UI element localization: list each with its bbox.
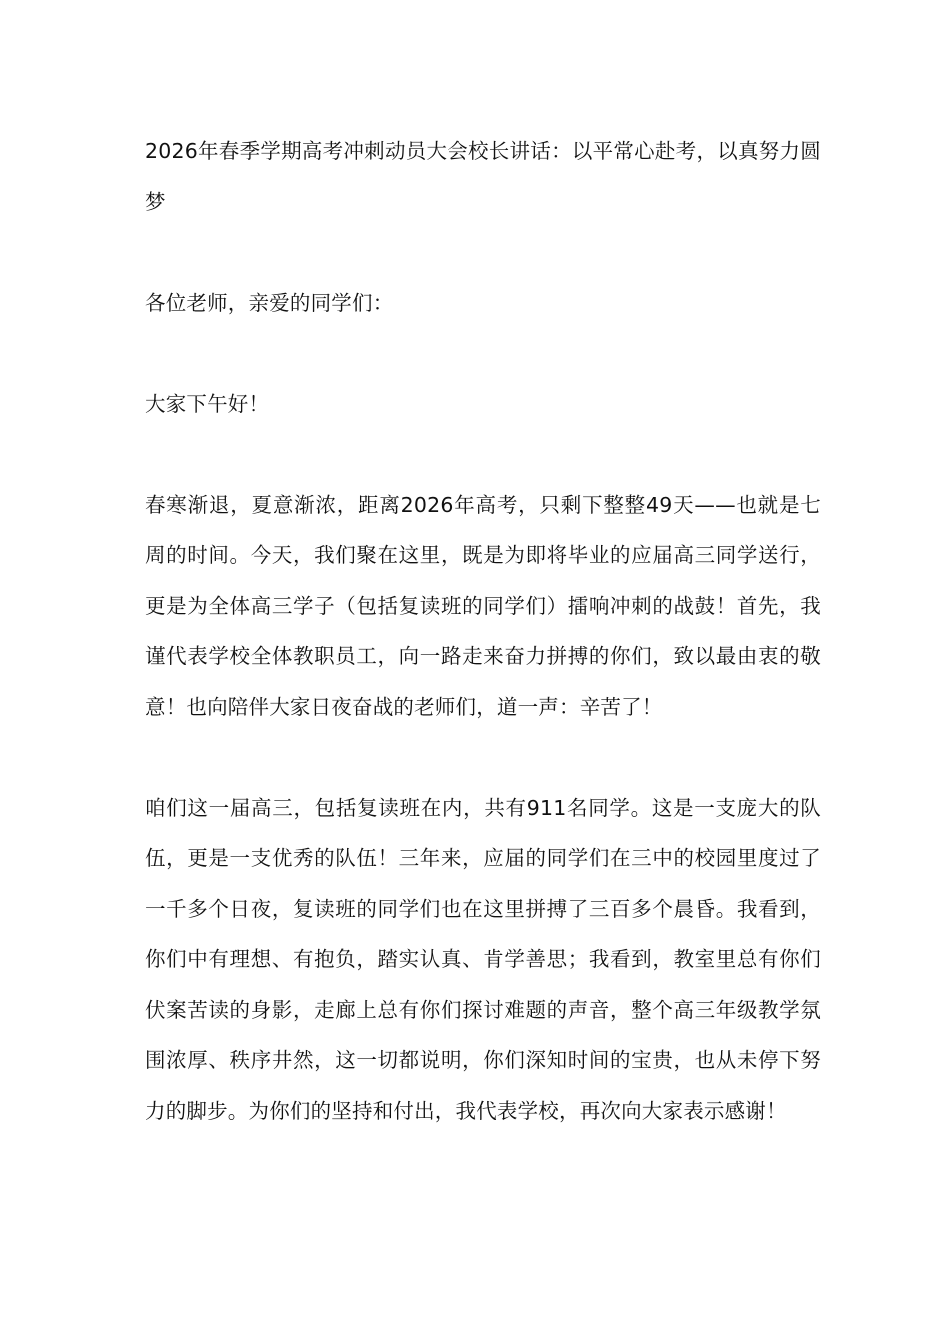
- greeting: 大家下午好！: [145, 391, 270, 416]
- body-paragraph-2: 咱们这一届高三，包括复读班在内，共有911名同学。这是一支庞大的队伍，更是一支优秀的队伍！三年来，应届的同学们在三中的校园里度过了一千多个日夜，复读班的同学们也在这里拼搏了三百多个晨昏。我看到，你们中有理想、有抱负，踏实认真、肯学善思；我看到，教室里总有你们伏案苦读的身影，走廊上总有你们探讨难题的声音，整个高三年级教学氛围浓厚、秩序井然，这一切都说明，你们深知时间的宝贵，也从未停下努力的脚步。为你们的坚持和付出，我代表学校，再次向大家表示感谢！: [145, 795, 821, 1123]
- document-body: [145, 126, 821, 1136]
- body-paragraph-1: 春寒渐退，夏意渐浓，距离2026年高考，只剩下整整49天——也就是七周的时间。今天，我们聚在这里，既是为即将毕业的应届高三同学送行，更是为全体高三学子（包括复读班的同学们）擂响冲刺的战鼓！首先，我谨代表学校全体教职员工，向一路走来奋力拼搏的你们，致以最由衷的敬意！也向陪伴大家日夜奋战的老师们，道一声：辛苦了！: [145, 492, 821, 719]
- document-title: 2026年春季学期高考冲刺动员大会校长讲话：以平常心赴考，以真努力圆梦: [145, 139, 821, 214]
- salutation: 各位老师，亲爱的同学们：: [145, 290, 394, 315]
